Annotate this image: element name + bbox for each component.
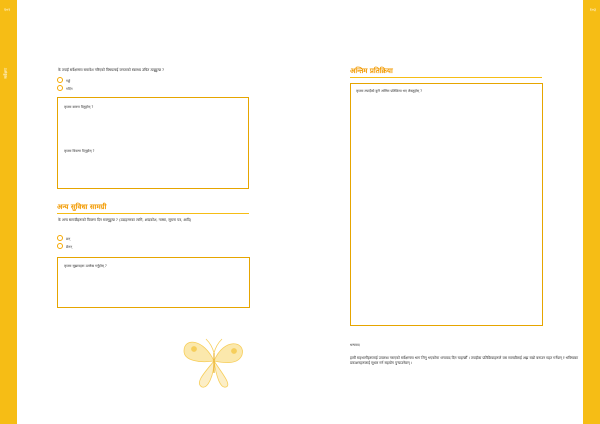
q2-option-yes[interactable] bbox=[57, 235, 70, 241]
box1-prompt-reason: कृपया कारण दिनुहोस् ? bbox=[64, 105, 94, 109]
closing-paragraph: हामी सहभागीहरूलाई उपलब्ध गराएको सर्वेक्षणमा भाग लिनु भएकोमा धन्यवाद दिन चाहन्छौँ । तपाइँका प्रतिक्रियाहरूले यस सामग्रीलाई अझ राम्रो बनाउन मद्दत गर्नेछन् र भविष्यका प्रकाशनहरूलाई सुधार गर्न सहयोग पुर्‍याउनेछन् । bbox=[350, 356, 579, 366]
box2-prompt: कृपया सुझावहरू उल्लेख गर्नुहोस् ? bbox=[64, 264, 107, 268]
heading-underline bbox=[57, 213, 249, 214]
option-label: गर्छु bbox=[66, 78, 71, 83]
right-page-number: १०३ bbox=[589, 7, 596, 12]
final-feedback-prompt: कृपया तपाइँको कुनै अन्तिम प्रतिक्रिया भए लेख्नुहोस् ? bbox=[356, 89, 423, 93]
left-side-label: सर्वेक्षण bbox=[3, 68, 8, 79]
option-label: गर्दिन bbox=[66, 86, 73, 91]
section-heading: अन्य सुविधा सामग्री bbox=[57, 203, 107, 211]
q2-option-no[interactable] bbox=[57, 243, 72, 249]
thanks-label: धन्यवाद bbox=[350, 343, 360, 347]
box1-prompt-detail: कृपया विवरण दिनुहोस् ? bbox=[64, 149, 95, 153]
butterfly-illustration bbox=[178, 333, 250, 389]
radio-button[interactable] bbox=[57, 235, 63, 241]
option-label: छैनन् bbox=[66, 244, 73, 249]
q1-option-yes[interactable] bbox=[57, 77, 70, 83]
heading-underline bbox=[350, 77, 542, 78]
comment-box-1[interactable] bbox=[57, 97, 249, 189]
q1-option-no[interactable] bbox=[57, 85, 72, 91]
left-page-number: १०२ bbox=[4, 7, 11, 12]
question-1: के तपाइँ सर्वेक्षणमा समावेश गरिएको विषयलाई जनताको स्वास्थ्य उचित ठान्नुहुन्छ ? bbox=[58, 68, 165, 72]
comment-box-2[interactable] bbox=[57, 257, 250, 308]
final-feedback-box[interactable] bbox=[350, 83, 543, 326]
final-feedback-heading: अन्तिम प्रतिक्रिया bbox=[350, 67, 393, 75]
radio-button[interactable] bbox=[57, 85, 63, 91]
radio-button[interactable] bbox=[57, 243, 63, 249]
radio-button[interactable] bbox=[57, 77, 63, 83]
option-label: छन् bbox=[66, 236, 71, 241]
question-2: के अन्य सामग्रीहरूको विवरण दिन सक्नुहुन्छ ? (उदाहरणका लागि, शब्दकोश, नक्सा, सूचना पत्र, आदि) bbox=[58, 218, 192, 222]
left-color-strip bbox=[0, 0, 17, 424]
